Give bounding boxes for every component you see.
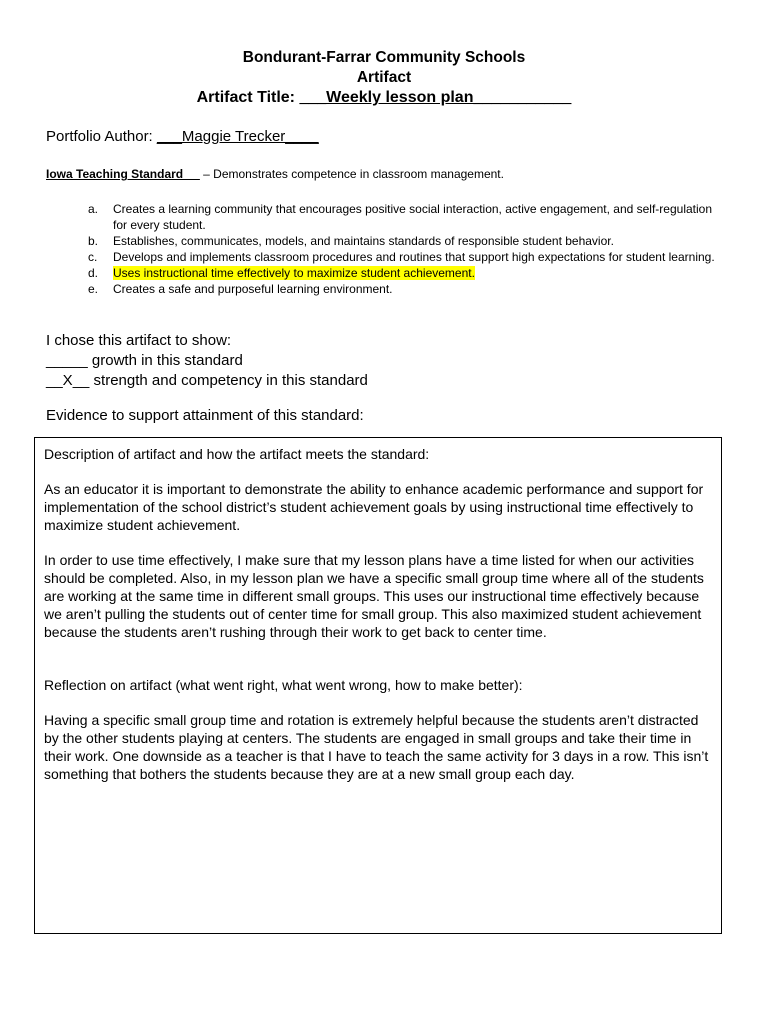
portfolio-author — [46, 128, 319, 145]
chose-section — [46, 331, 368, 391]
school-name: Bondurant-Farrar Community Schools — [242, 49, 526, 66]
document-header — [0, 48, 768, 108]
standard-line — [46, 167, 504, 181]
list-item-letter: e. — [88, 282, 99, 296]
list-item-letter: b. — [88, 234, 99, 248]
list-item-letter: a. — [88, 202, 99, 216]
list-item-text: Creates a safe and purposeful learning environment. — [113, 282, 393, 296]
list-item — [88, 249, 728, 265]
list-item-letter: d. — [88, 266, 99, 280]
list-item-letter: c. — [88, 250, 98, 264]
document-type: Artifact — [356, 69, 412, 86]
strength-text: strength and competency in this standard — [89, 372, 368, 389]
strength-blank: __X__ — [46, 372, 90, 389]
list-item — [88, 201, 728, 233]
evidence-heading: Evidence to support attainment of this standard: — [46, 407, 364, 424]
evidence-box — [34, 437, 722, 934]
author-value: ___Maggie Trecker____ — [156, 128, 319, 145]
growth-blank: _____ — [46, 352, 88, 369]
growth-line — [46, 351, 368, 371]
reflection-paragraph: Having a specific small group time and rotation is extremely helpful because the students aren’t distracted by the other students playing at centers. The students are engaged in small groups and take their time in their work. One downside as a teacher is that I have to teach the same activity for 3 days in a row. This isn’t something that bothers the students because they are at a new small group each day. — [44, 712, 709, 782]
list-item-text: Creates a learning community that encourages positive social interaction, active engagement, and self-regulation for every student. — [113, 202, 713, 232]
list-item — [88, 233, 728, 249]
artifact-title-value: ___Weekly lesson plan___________ — [299, 89, 572, 106]
reflection-heading: Reflection on artifact (what went right, what went wrong, how to make better): — [44, 677, 523, 693]
list-item — [88, 281, 728, 297]
description-heading: Description of artifact and how the artifact meets the standard: — [44, 446, 430, 462]
list-item-text: Establishes, communicates, models, and maintains standards of responsible student behavior. — [113, 234, 614, 248]
artifact-title-label: Artifact Title: — [196, 89, 300, 106]
description-paragraph-2: In order to use time effectively, I make sure that my lesson plans have a time listed for when our activities should be completed. Also, in my lesson plan we have a specific small group time where all of the students are working at the same time in different small groups. This uses our instructional time effectively because we aren’t pulling the students out of center time for small group. This also maximized student achievement because the students aren’t rushing through their work to get back to center time. — [44, 552, 704, 640]
standard-label: Iowa Teaching Standard __ — [46, 167, 200, 181]
list-item-highlighted — [88, 265, 728, 281]
chose-intro: I chose this artifact to show: — [46, 332, 232, 349]
growth-text: growth in this standard — [87, 352, 243, 369]
list-item-text: Develops and implements classroom procedures and routines that support high expectations for student learning. — [113, 250, 715, 264]
highlighted-text: Uses instructional time effectively to maximize student achievement. — [113, 266, 475, 280]
strength-line — [46, 371, 368, 391]
artifact-title — [0, 88, 768, 108]
standard-description: – Demonstrates competence in classroom management. — [199, 167, 504, 181]
standard-list — [88, 201, 728, 297]
author-label: Portfolio Author: — [46, 128, 157, 145]
description-paragraph-1: As an educator it is important to demonstrate the ability to enhance academic performance and support for implementation of the school district’s student achievement goals by using instructional time effectively to maximize student achievement. — [44, 481, 704, 533]
